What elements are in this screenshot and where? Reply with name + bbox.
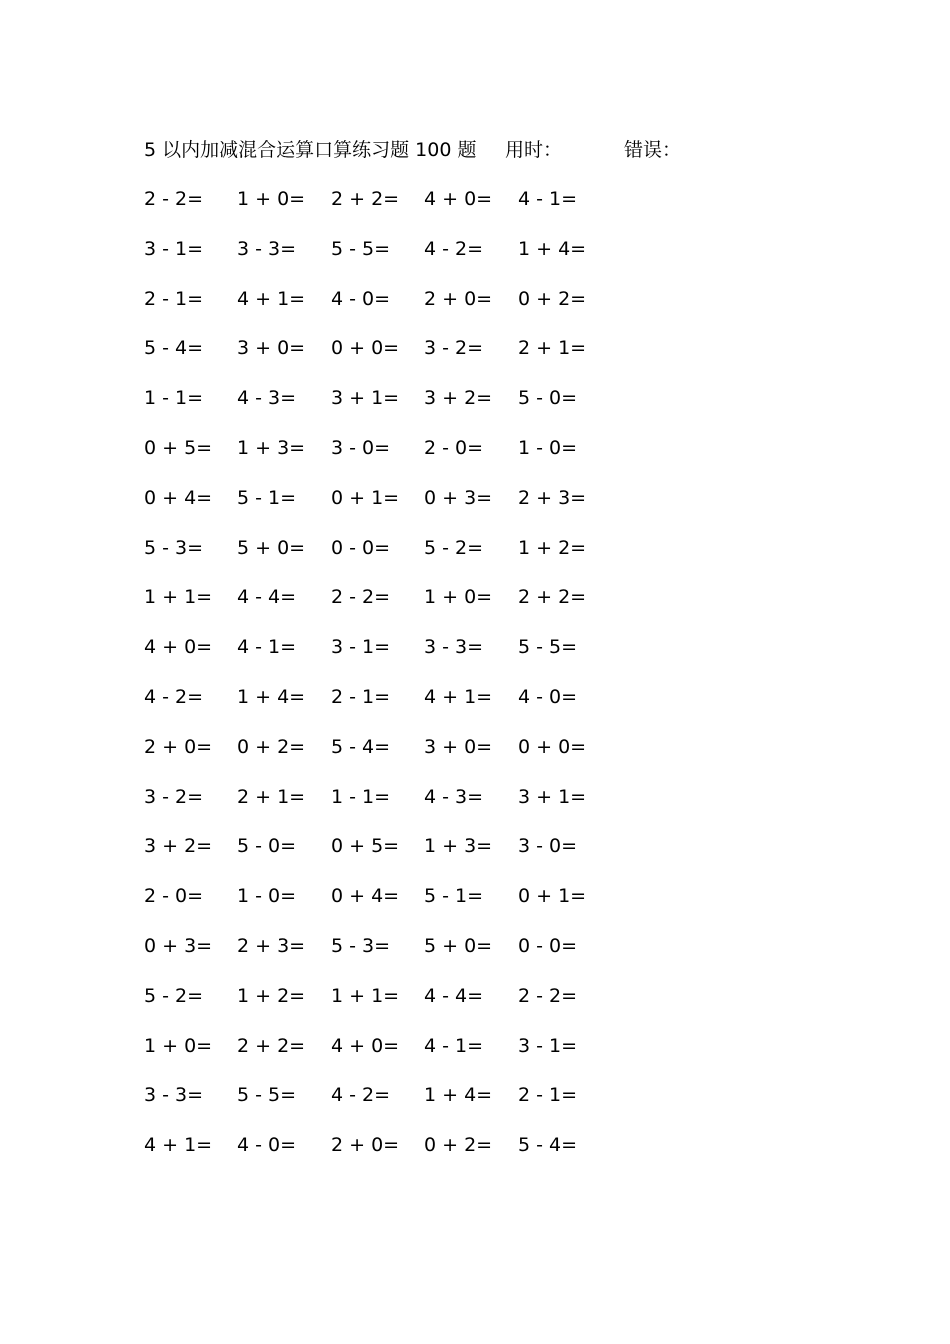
arithmetic-problem: 5 - 5= xyxy=(331,237,391,260)
problem-row xyxy=(144,1082,624,1132)
arithmetic-problem: 3 - 2= xyxy=(144,785,204,808)
arithmetic-problem: 4 - 4= xyxy=(237,586,297,609)
arithmetic-problem: 0 + 0= xyxy=(518,735,587,758)
problem-row xyxy=(144,435,624,485)
arithmetic-problem: 4 - 2= xyxy=(331,1084,391,1107)
arithmetic-problem: 2 - 0= xyxy=(144,885,204,908)
arithmetic-problem: 4 + 0= xyxy=(424,188,493,210)
arithmetic-problem: 4 - 2= xyxy=(424,237,484,260)
arithmetic-problem: 1 + 4= xyxy=(518,237,587,260)
problem-row xyxy=(144,883,624,933)
arithmetic-problem: 1 + 4= xyxy=(237,685,306,708)
arithmetic-problem: 0 + 2= xyxy=(424,1134,493,1157)
arithmetic-problem: 5 + 0= xyxy=(237,536,306,559)
arithmetic-problem: 1 - 0= xyxy=(518,436,578,459)
arithmetic-problem: 2 + 3= xyxy=(518,486,587,509)
arithmetic-problem: 3 + 1= xyxy=(331,387,400,410)
problem-row xyxy=(144,933,624,983)
arithmetic-problem: 3 - 0= xyxy=(331,436,391,459)
arithmetic-problem: 4 + 1= xyxy=(424,685,493,708)
problem-row xyxy=(144,485,624,535)
arithmetic-problem: 2 + 2= xyxy=(237,1034,306,1057)
arithmetic-problem: 4 - 1= xyxy=(424,1034,484,1057)
arithmetic-problem: 5 - 2= xyxy=(424,536,484,559)
arithmetic-problem: 2 - 1= xyxy=(331,685,391,708)
worksheet-header xyxy=(144,137,844,163)
arithmetic-problem: 2 - 1= xyxy=(518,1084,578,1107)
arithmetic-problem: 5 - 0= xyxy=(237,835,297,858)
arithmetic-problem: 2 - 2= xyxy=(331,586,391,609)
arithmetic-problem: 1 + 0= xyxy=(424,586,493,609)
arithmetic-problem: 2 + 0= xyxy=(144,735,213,758)
arithmetic-problem: 2 + 1= xyxy=(237,785,306,808)
arithmetic-problem: 1 - 0= xyxy=(237,885,297,908)
arithmetic-problem: 2 - 0= xyxy=(424,436,484,459)
arithmetic-problem: 0 + 4= xyxy=(144,486,213,509)
arithmetic-problem: 3 + 0= xyxy=(424,735,493,758)
arithmetic-problem: 0 + 1= xyxy=(331,486,400,509)
arithmetic-problem: 4 - 1= xyxy=(518,188,578,210)
arithmetic-problem: 5 - 4= xyxy=(518,1134,578,1157)
arithmetic-problem: 5 + 0= xyxy=(424,934,493,957)
arithmetic-problem: 5 - 0= xyxy=(518,387,578,410)
arithmetic-problem: 5 - 3= xyxy=(144,536,204,559)
arithmetic-problem: 4 - 4= xyxy=(424,984,484,1007)
arithmetic-problem: 3 - 3= xyxy=(237,237,297,260)
arithmetic-problem: 2 + 0= xyxy=(424,287,493,310)
arithmetic-problem: 0 + 3= xyxy=(144,934,213,957)
arithmetic-problem: 5 - 1= xyxy=(424,885,484,908)
arithmetic-problem: 1 + 0= xyxy=(144,1034,213,1057)
arithmetic-problem: 4 - 3= xyxy=(237,387,297,410)
arithmetic-problem: 5 - 5= xyxy=(237,1084,297,1107)
problem-row xyxy=(144,286,624,336)
arithmetic-problem: 0 - 0= xyxy=(331,536,391,559)
arithmetic-problem: 2 + 2= xyxy=(331,188,400,210)
arithmetic-problem: 1 + 1= xyxy=(144,586,213,609)
arithmetic-problem: 4 - 1= xyxy=(237,636,297,659)
arithmetic-problem: 3 - 3= xyxy=(424,636,484,659)
arithmetic-problem: 3 + 0= xyxy=(237,337,306,360)
arithmetic-problem: 4 + 0= xyxy=(144,636,213,659)
arithmetic-problem: 3 - 2= xyxy=(424,337,484,360)
problem-row xyxy=(144,335,624,385)
problem-row xyxy=(144,983,624,1033)
arithmetic-problem: 4 - 0= xyxy=(518,685,578,708)
arithmetic-problem: 2 + 1= xyxy=(518,337,587,360)
arithmetic-problem: 0 + 2= xyxy=(518,287,587,310)
arithmetic-problem: 4 - 0= xyxy=(331,287,391,310)
arithmetic-problem: 1 + 1= xyxy=(331,984,400,1007)
arithmetic-problem: 0 + 1= xyxy=(518,885,587,908)
arithmetic-problem: 1 + 2= xyxy=(237,984,306,1007)
arithmetic-problem: 4 + 1= xyxy=(237,287,306,310)
problem-row xyxy=(144,535,624,585)
problem-row xyxy=(144,833,624,883)
arithmetic-problem: 3 - 3= xyxy=(144,1084,204,1107)
arithmetic-problem: 0 + 0= xyxy=(331,337,400,360)
problem-row xyxy=(144,734,624,784)
arithmetic-problem: 5 - 5= xyxy=(518,636,578,659)
problem-row xyxy=(144,584,624,634)
arithmetic-problem: 4 + 0= xyxy=(331,1034,400,1057)
arithmetic-problem: 1 + 3= xyxy=(424,835,493,858)
arithmetic-problem: 2 - 2= xyxy=(518,984,578,1007)
problem-row xyxy=(144,634,624,684)
problem-row xyxy=(144,684,624,734)
problem-row xyxy=(144,1033,624,1083)
arithmetic-problem: 0 + 5= xyxy=(144,436,213,459)
arithmetic-problem: 2 - 2= xyxy=(144,188,204,210)
problem-grid xyxy=(144,186,624,1182)
arithmetic-problem: 2 + 0= xyxy=(331,1134,400,1157)
arithmetic-problem: 1 - 1= xyxy=(144,387,204,410)
arithmetic-problem: 0 + 5= xyxy=(331,835,400,858)
problem-row xyxy=(144,385,624,435)
arithmetic-problem: 1 + 4= xyxy=(424,1084,493,1107)
arithmetic-problem: 3 - 1= xyxy=(518,1034,578,1057)
arithmetic-problem: 3 + 2= xyxy=(144,835,213,858)
problem-row xyxy=(144,1132,624,1182)
arithmetic-problem: 0 + 2= xyxy=(237,735,306,758)
arithmetic-problem: 5 - 2= xyxy=(144,984,204,1007)
arithmetic-problem: 0 - 0= xyxy=(518,934,578,957)
arithmetic-problem: 3 - 0= xyxy=(518,835,578,858)
arithmetic-problem: 2 + 2= xyxy=(518,586,587,609)
arithmetic-problem: 2 + 3= xyxy=(237,934,306,957)
arithmetic-problem: 5 - 3= xyxy=(331,934,391,957)
arithmetic-problem: 1 - 1= xyxy=(331,785,391,808)
time-used-label: 用时： xyxy=(505,139,563,161)
arithmetic-problem: 4 - 2= xyxy=(144,685,204,708)
arithmetic-problem: 0 + 4= xyxy=(331,885,400,908)
arithmetic-problem: 4 - 3= xyxy=(424,785,484,808)
problem-row xyxy=(144,186,624,236)
arithmetic-problem: 3 - 1= xyxy=(144,237,204,260)
arithmetic-problem: 5 - 4= xyxy=(144,337,204,360)
arithmetic-problem: 3 - 1= xyxy=(331,636,391,659)
arithmetic-problem: 0 + 3= xyxy=(424,486,493,509)
arithmetic-problem: 2 - 1= xyxy=(144,287,204,310)
arithmetic-problem: 4 - 0= xyxy=(237,1134,297,1157)
error-count-label: 错误： xyxy=(624,139,682,161)
arithmetic-problem: 4 + 1= xyxy=(144,1134,213,1157)
arithmetic-problem: 1 + 3= xyxy=(237,436,306,459)
problem-row xyxy=(144,236,624,286)
arithmetic-problem: 5 - 1= xyxy=(237,486,297,509)
arithmetic-problem: 3 + 1= xyxy=(518,785,587,808)
arithmetic-problem: 1 + 0= xyxy=(237,188,306,210)
arithmetic-problem: 3 + 2= xyxy=(424,387,493,410)
problem-row xyxy=(144,784,624,834)
worksheet-title: 5 以内加减混合运算口算练习题 100 题 xyxy=(144,139,477,161)
arithmetic-problem: 5 - 4= xyxy=(331,735,391,758)
arithmetic-problem: 1 + 2= xyxy=(518,536,587,559)
